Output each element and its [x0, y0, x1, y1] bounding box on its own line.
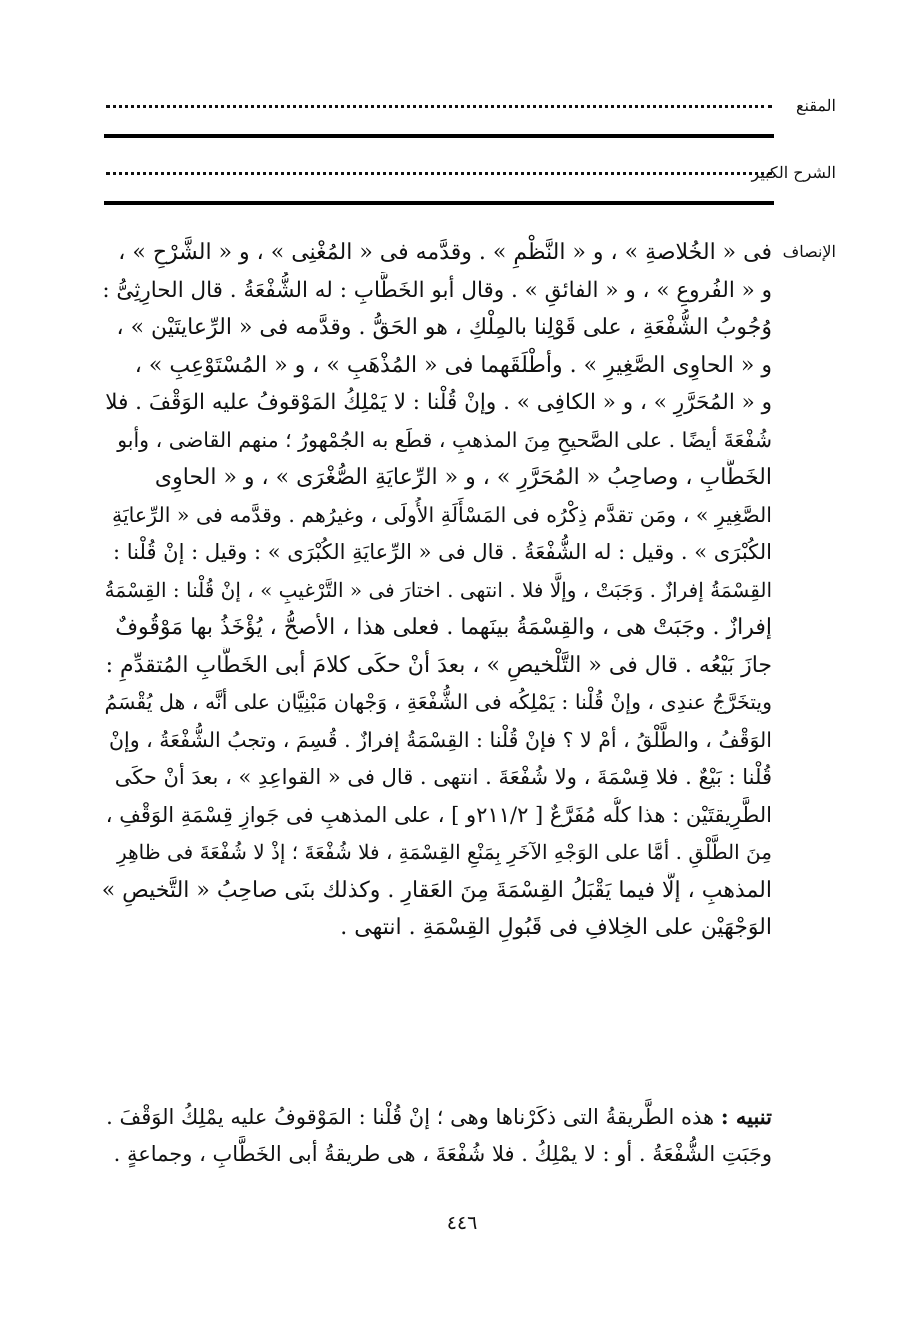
section-divider	[104, 134, 774, 138]
muqni-section-label: المقنع	[795, 96, 836, 115]
muqni-dotted-line	[106, 105, 772, 108]
text-line: الخَطَّابِ ، وصاحِبُ « المُحَرَّرِ » ، و « الرِّعايَةِ الصُّغْرَى » ، و « الحاوِى	[154, 465, 772, 490]
insaf-body-text	[102, 234, 772, 947]
text-line: جازَ بَيْعُه . قال فى « التَّلْخيصِ » ، بعدَ أنْ حكَى كلامَ أبى الخَطَّابِ المُتقدِّمِ :	[105, 652, 772, 678]
sharh-section-label: الشرح الكبير	[751, 163, 836, 182]
text-line: الصَّغِيرِ » ، ومَن تقدَّم ذِكْرُه فى المَسْأَلَةِ الأُولَى ، وغيرُهم . وقدَّمه فى « الرِّعايَةِ	[111, 502, 772, 527]
text-line: شُفْعَةَ أيضًا . على الصَّحيحِ مِنَ المذهبِ ، قطَع به الجُمْهورُ ؛ منهم القاضى ، وأبو	[117, 427, 772, 452]
tanbih-text-1: هذه الطَّريقةُ التى ذكَرْناها وهى ؛ إنْ قُلْنا : المَوْقوفُ عليه يمْلِكُ الوَقْفَ .	[106, 1105, 715, 1129]
text-line: الكُبْرَى » . وقيل : له الشُّفْعَةُ . قال فى « الرِّعايَةِ الكُبْرَى » : وقيل : إنْ قُلْنا :	[113, 540, 772, 564]
text-line: إفرازٌ . وجَبَتْ هى ، والقِسْمَةُ بينَهما . فعلى هذا ، الأصحُّ ، يُؤْخَذُ بها مَوْقُوفٌ	[115, 615, 772, 640]
text-line: مِنَ الطَّلْقِ . أمَّا على الوَجْهِ الآخَرِ بِمَنْعِ القِسْمَةِ ، فلا شُفْعَةَ ؛ إذْ لا شُفْعَةَ فى ظاهِرِ	[117, 840, 772, 864]
tanbih-line-1	[102, 1098, 772, 1136]
text-line: الوَقْفُ ، والطَّلْقُ ، أمْ لا ؟ فإنْ قُلْنا : القِسْمَةُ إفرازٌ . قُسِمَ ، وتجبُ الشُّفْعَةُ ، وإنْ	[108, 727, 772, 752]
text-line: المذهبِ ، إلَّا فيما يَقْبَلُ القِسْمَةَ مِنَ العَقارِ . وكذلك بنَى صاحِبُ « التَّخيصِ »	[102, 877, 772, 903]
text-line: و « الحاوِى الصَّغِيرِ » . وأطْلَقَهما فى « المُذْهَبِ » ، و « المُسْتَوْعِبِ » ،	[134, 352, 772, 378]
text-line: و « المُحَرَّرِ » ، و « الكافِى » . وإنْ قُلْنا : لا يَمْلِكُ المَوْقوفُ عليه الوَقْفَ . فلا	[105, 390, 772, 415]
text-line: فى « الخُلاصةِ » ، و « النَّظْمِ » . وقدَّمه فى « المُغْنِى » ، و « الشَّرْحِ » ،	[118, 240, 772, 265]
text-line: ويتخَرَّجُ عندِى ، وإنْ قُلْنا : يَمْلِكُه فى الشُّفْعَةِ ، وَجْهان مَبْنِيَّان على أنَّه ، هل يُقْسَمُ	[104, 690, 772, 714]
sharh-dotted-line	[106, 172, 772, 175]
text-line: الطَّرِيقتَيْن : هذا كلُّه مُفَرَّعٌ [ ٢١١/٢و ] ، على المذهبِ فى جَوازِ قِسْمَةِ الوَقْفِ ،	[105, 802, 772, 827]
text-line: و « الفُروعِ » ، و « الفائقِ » . وقال أبو الخَطَّابِ : له الشُّفْعَةُ . قال الحارِثِىُّ :	[102, 277, 772, 303]
insaf-section-label: الإنصاف	[782, 242, 836, 261]
text-line: وُجُوبُ الشُّفْعَةِ ، على قَوْلِنا بالمِلْكِ ، هو الحَقُّ . وقدَّمه فى « الرِّعايتَيْن » ،	[116, 315, 772, 340]
page-number: ٤٤٦	[446, 1212, 478, 1234]
tanbih-note	[102, 1098, 772, 1173]
section-divider-2	[104, 201, 774, 205]
tanbih-line-2: وجَبَتِ الشُّفْعَةُ . أو : لا يمْلِكُ . فلا شُفْعَةَ ، هى طريقةُ أبى الخَطَّابِ ، وجماعةٍ .	[113, 1142, 772, 1166]
text-line: قُلْنا : بَيْعٌ . فلا قِسْمَةَ ، ولا شُفْعَةَ . انتهى . قال فى « القواعِدِ » ، بعدَ أنْ حكَى	[114, 765, 772, 789]
tanbih-label: تنبيه :	[720, 1104, 772, 1129]
text-line: الوَجْهَيْن على الخِلافِ فى قَبُولِ القِسْمَةِ . انتهى .	[340, 915, 772, 940]
text-line: القِسْمَةُ إفرازٌ . وَجَبَتْ ، وإلَّا فلا . انتهى . اختارَ فى « التَّرْغيبِ » ، إنْ قُلْنا : القِسْمَةُ	[104, 577, 772, 602]
